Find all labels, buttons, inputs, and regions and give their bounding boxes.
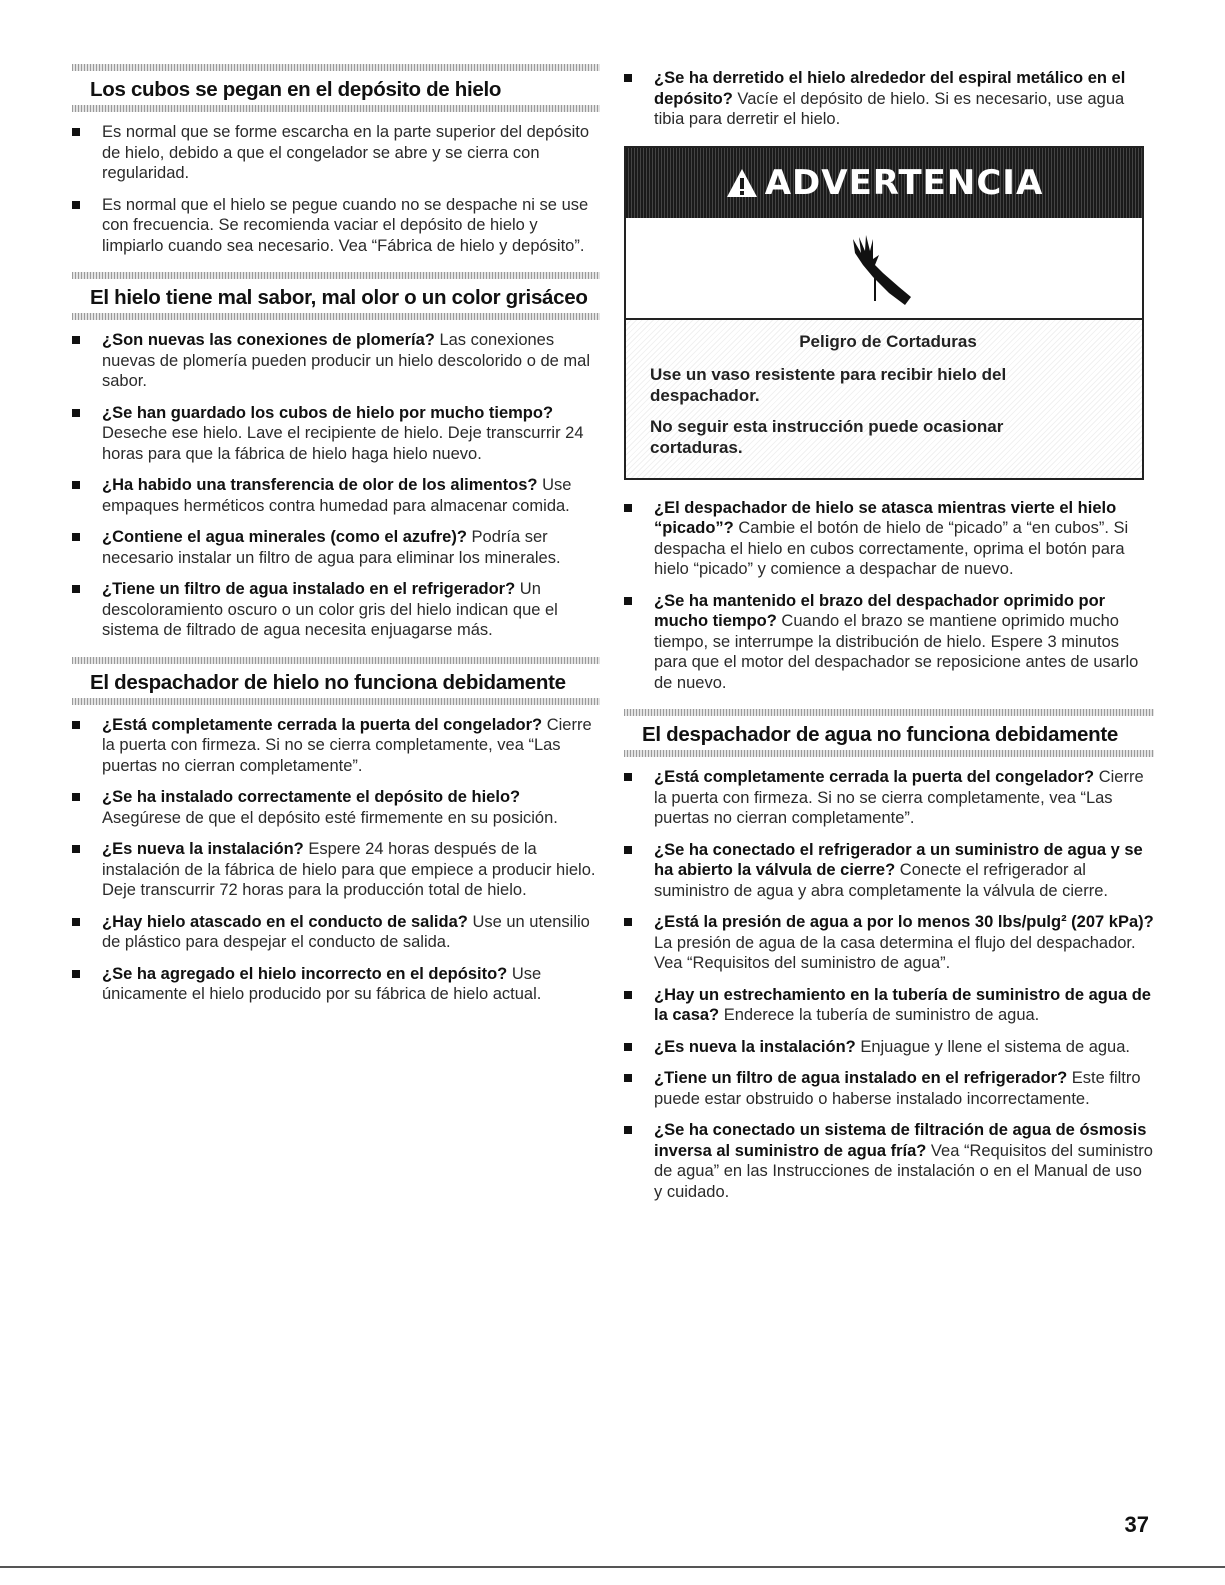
list-item — [624, 1068, 1154, 1109]
item-answer: Un descoloramiento oscuro o un color gris del hielo indican que el sistema de filtrado de agua necesita enjuagarse más. — [102, 580, 558, 639]
item-question: ¿Se ha conectado un sistema de filtración de agua de ósmosis inversa al suministro de agua fría? — [654, 1121, 1147, 1160]
list-item — [624, 767, 1154, 829]
item-list — [72, 330, 600, 641]
item-list — [72, 122, 600, 256]
item-answer: Cambie el botón de hielo de “picado” a “en cubos”. Si despacha el hielo en cubos correctamente, oprima el botón para hielo “picado” y comience a despachar de nuevo. — [654, 519, 1129, 578]
item-answer: La presión de agua de la casa determina el flujo del despachador. Vea “Requisitos del suministro de agua”. — [654, 933, 1136, 972]
item-question: ¿Contiene el agua minerales (como el azufre)? — [102, 528, 467, 546]
list-item — [72, 330, 600, 392]
list-item — [624, 591, 1154, 694]
item-answer: Cuando el brazo se mantiene oprimido mucho tiempo, se interrumpe la distribución de hielo. Espere 3 minutos para que el motor del despachador se reposicione antes de usarlo de nuevo. — [654, 612, 1139, 692]
list-item — [72, 964, 600, 1005]
item-question: ¿Está completamente cerrada la puerta del congelador? — [654, 768, 1095, 786]
list-item — [624, 985, 1154, 1026]
item-answer: Use un utensilio de plástico para despejar el conducto de salida. — [102, 912, 590, 951]
item-answer: Enjuague y llene el sistema de agua. — [855, 1037, 1130, 1056]
list-item — [72, 475, 600, 516]
item-list — [72, 715, 600, 1005]
item-answer: Asegúrese de que el depósito esté firmemente en su posición. — [102, 808, 558, 827]
item-list — [624, 68, 1154, 130]
warning-triangle-icon — [725, 167, 759, 199]
list-item — [624, 840, 1154, 902]
section-title: El hielo tiene mal sabor, mal olor o un color grisáceo — [90, 286, 588, 309]
item-question: ¿Es nueva la instalación? — [654, 1037, 856, 1056]
warning-box — [624, 146, 1144, 480]
section-header — [624, 709, 1154, 755]
list-item — [72, 912, 600, 953]
section-header — [72, 657, 600, 703]
list-item — [72, 195, 600, 257]
warning-pictogram — [626, 218, 1142, 320]
item-question: ¿Se ha agregado el hielo incorrecto en el depósito? — [102, 964, 508, 983]
item-question: ¿Se han guardado los cubos de hielo por mucho tiempo? — [102, 403, 554, 422]
cut-hand-icon — [839, 225, 929, 311]
item-answer: Podría ser necesario instalar un filtro de agua para eliminar los minerales. — [102, 528, 561, 567]
list-item — [72, 579, 600, 641]
item-text: Es normal que se forme escarcha en la parte superior del depósito de hielo, debido a que el congelador se abre y se cierra con regularidad. — [102, 123, 590, 182]
section-header — [72, 64, 600, 110]
list-item — [624, 912, 1154, 974]
bottom-rule — [0, 1566, 1225, 1568]
item-question: ¿Ha habido una transferencia de olor de los alimentos? — [102, 476, 538, 494]
list-item — [624, 1037, 1154, 1058]
item-answer: Deseche ese hielo. Lave el recipiente de hielo. Deje transcurrir 24 horas para que la fábrica de hielo haga hielo nuevo. — [102, 424, 584, 463]
item-question: ¿Tiene un filtro de agua instalado en el refrigerador? — [654, 1069, 1068, 1087]
right-column — [624, 68, 1154, 1218]
item-question: ¿Hay un estrechamiento en la tubería de suministro de agua de la casa? — [654, 985, 1151, 1024]
item-list — [624, 767, 1154, 1202]
item-answer: Cierre la puerta con firmeza. Si no se cierra completamente, vea “Las puertas no cierran completamente”. — [102, 715, 592, 775]
left-column — [72, 64, 600, 1021]
item-answer: Use únicamente el hielo producido por su fábrica de hielo actual. — [102, 964, 542, 1003]
item-question: ¿Hay hielo atascado en el conducto de salida? — [102, 912, 468, 931]
item-question: ¿Se ha mantenido el brazo del despachador oprimido por mucho tiempo? — [654, 591, 1106, 630]
item-answer: Vacíe el depósito de hielo. Si es necesario, use agua tibia para derretir el hielo. — [654, 89, 1125, 128]
item-answer: Use empaques herméticos contra humedad para almacenar comida. — [102, 476, 572, 515]
section-title: El despachador de hielo no funciona debidamente — [90, 670, 566, 694]
item-question: ¿Tiene un filtro de agua instalado en el refrigerador? — [102, 580, 516, 598]
item-question: ¿Se ha instalado correctamente el depósito de hielo? — [102, 788, 521, 806]
item-question: ¿Se ha derretido el hielo alrededor del espiral metálico en el depósito? — [654, 69, 1126, 108]
warning-text: Use un vaso resistente para recibir hielo del despachador. — [650, 364, 1007, 405]
item-answer: Cierre la puerta con firmeza. Si no se cierra completamente, vea “Las puertas no cierran completamente”. — [654, 768, 1144, 827]
section-title: El despachador de agua no funciona debidamente — [642, 723, 1119, 746]
item-text: Es normal que el hielo se pegue cuando no se despache ni se use con frecuencia. Se recomienda vaciar el depósito de hielo y limpiarlo cuando sea necesario. Vea “Fábrica de hielo y depósito”. — [102, 195, 589, 255]
warning-title: ADVERTENCIA — [764, 162, 1044, 203]
section-title: Los cubos se pegan en el depósito de hielo — [90, 78, 502, 101]
item-answer: Las conexiones nuevas de plomería pueden producir un hielo descolorido o de mal sabor. — [102, 331, 590, 390]
item-answer: Conecte el refrigerador al suministro de agua y abra completamente la válvula de cierre. — [654, 861, 1108, 900]
item-question: ¿El despachador de hielo se atasca mientras vierte el hielo “picado”? — [654, 498, 1117, 537]
item-answer: Este filtro puede estar obstruido o haberse instalado incorrectamente. — [654, 1069, 1141, 1108]
warning-body — [626, 320, 1142, 478]
item-question: ¿Está completamente cerrada la puerta del congelador? — [102, 715, 543, 734]
list-item — [72, 403, 600, 465]
item-answer: Espere 24 horas después de la instalación de la fábrica de hielo para que empiece a producir hielo. Deje transcurrir 72 horas para la producción total de hielo. — [102, 840, 596, 899]
list-item — [624, 68, 1154, 130]
list-item — [72, 715, 600, 777]
list-item — [72, 839, 600, 901]
item-answer: Enderece la tubería de suministro de agua. — [719, 1006, 1040, 1024]
list-item — [72, 122, 600, 184]
warning-text: No seguir esta instrucción puede ocasionar cortaduras. — [650, 416, 1004, 457]
warning-hazard: Peligro de Cortaduras — [799, 331, 977, 351]
item-question: ¿Es nueva la instalación? — [102, 840, 304, 858]
list-item — [624, 1120, 1154, 1202]
item-question: ¿Está la presión de agua a por lo menos 30 lbs/pulg² (207 kPa)? — [654, 913, 1154, 931]
list-item — [624, 498, 1154, 580]
item-question: ¿Son nuevas las conexiones de plomería? — [102, 331, 435, 349]
item-question: ¿Se ha conectado el refrigerador a un suministro de agua y se ha abierto la válvula de cierre? — [654, 840, 1143, 879]
page-number: 37 — [1124, 1512, 1149, 1537]
item-answer: Vea “Requisitos del suministro de agua” en las Instrucciones de instalación o en el Manual de uso y cuidado. — [654, 1141, 1153, 1201]
item-list — [624, 498, 1154, 694]
list-item — [72, 527, 600, 568]
warning-banner — [626, 148, 1142, 218]
list-item — [72, 787, 600, 828]
section-header — [72, 272, 600, 318]
